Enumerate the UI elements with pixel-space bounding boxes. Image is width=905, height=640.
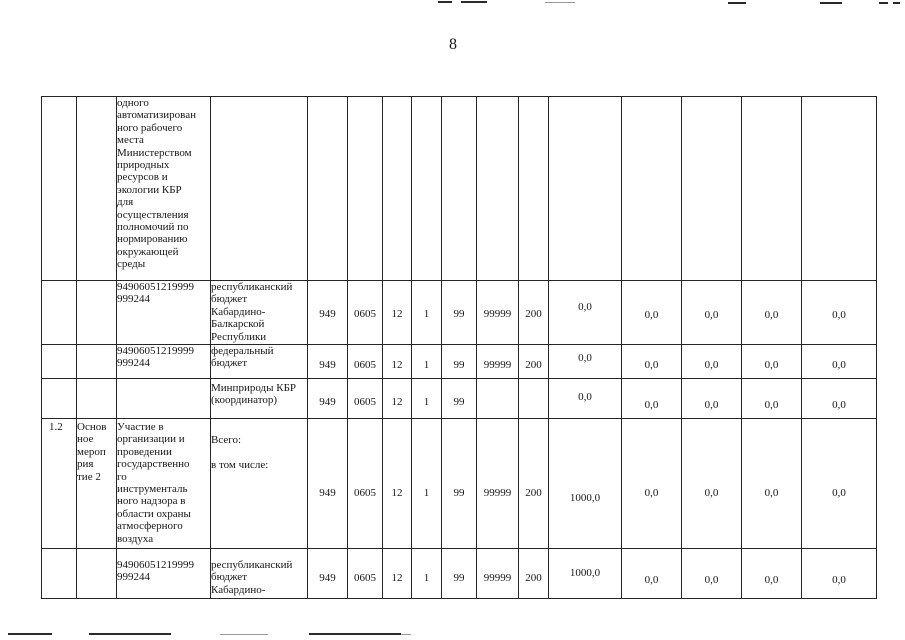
- budget-code-cell: 949: [308, 281, 348, 345]
- amount-cell: 0,0: [742, 281, 802, 345]
- amount-cell: 0,0: [682, 281, 742, 345]
- scan-artifact-line: [438, 1, 452, 3]
- budget-code-cell: 0605: [348, 281, 383, 345]
- budget-code-cell: 0605: [348, 379, 383, 419]
- scan-artifact-line: [728, 2, 746, 4]
- budget-code-cell: 200: [519, 345, 549, 379]
- budget-code-cell: [477, 97, 519, 281]
- page-number: 8: [449, 36, 457, 53]
- amount-cell: 0,0: [622, 345, 682, 379]
- budget-code-cell: 99999: [477, 549, 519, 599]
- scan-artifact-line: [879, 2, 888, 4]
- budget-code-cell: 12: [383, 549, 412, 599]
- budget-code-cell: [348, 97, 383, 281]
- amount-cell: 0,0: [682, 379, 742, 419]
- table-row: [42, 379, 877, 419]
- funding-source-cell: федеральный бюджет: [211, 345, 308, 379]
- budget-table: [41, 96, 877, 599]
- amount-cell: 0,0: [682, 419, 742, 549]
- scan-artifact-line: [545, 2, 575, 3]
- amount-cell: 0,0: [802, 419, 877, 549]
- amount-cell: [549, 97, 622, 281]
- row-number-cell: [42, 97, 77, 281]
- budget-code-cell: 1: [412, 419, 442, 549]
- budget-code-cell: 12: [383, 345, 412, 379]
- activity-status-cell: [77, 345, 117, 379]
- budget-code-cell: 1: [412, 281, 442, 345]
- scan-artifact-line: [89, 633, 171, 635]
- amount-cell: [682, 97, 742, 281]
- scan-artifact-line: [401, 634, 411, 635]
- amount-cell: 0,0: [802, 379, 877, 419]
- budget-code-cell: [519, 97, 549, 281]
- budget-code-cell: 99999: [477, 419, 519, 549]
- description-cell: одного автоматизирован ного рабочего места Министерством природных ресурсов и экологии КБР для осуществления полномочий по нормированию окружающей среды: [117, 97, 211, 281]
- budget-code-cell: [308, 97, 348, 281]
- amount-cell: 0,0: [682, 549, 742, 599]
- activity-status-cell: Основ ное мероп рия тие 2: [77, 419, 117, 549]
- amount-cell: 0,0: [742, 379, 802, 419]
- table-row: [42, 281, 877, 345]
- budget-code-cell: [412, 97, 442, 281]
- row-number-cell: [42, 379, 77, 419]
- row-number-cell: 1.2: [42, 419, 77, 549]
- budget-code-cell: 0605: [348, 549, 383, 599]
- table-row: [42, 97, 877, 281]
- description-cell: Участие в организации и проведении государственно го инструменталь ного надзора в области охраны атмосферного воздуха: [117, 419, 211, 549]
- budget-code-cell: 949: [308, 345, 348, 379]
- table-row: [42, 345, 877, 379]
- budget-code-cell: [519, 379, 549, 419]
- budget-code-cell: 99: [442, 281, 477, 345]
- amount-cell: 0,0: [682, 345, 742, 379]
- amount-cell: 0,0: [549, 281, 622, 345]
- amount-cell: 1000,0: [549, 549, 622, 599]
- row-number-cell: [42, 345, 77, 379]
- budget-code-cell: 1: [412, 549, 442, 599]
- funding-source-cell: республиканский бюджет Кабардино- Балкарской Республики: [211, 281, 308, 345]
- amount-cell: 0,0: [622, 281, 682, 345]
- amount-cell: 0,0: [622, 379, 682, 419]
- budget-code-cell: 99999: [477, 345, 519, 379]
- budget-code-cell: 200: [519, 281, 549, 345]
- budget-code-cell: 99: [442, 345, 477, 379]
- row-number-cell: [42, 281, 77, 345]
- scan-artifact-line: [820, 2, 842, 4]
- amount-cell: [622, 97, 682, 281]
- activity-status-cell: [77, 281, 117, 345]
- budget-code-cell: 12: [383, 419, 412, 549]
- budget-code-cell: 12: [383, 281, 412, 345]
- amount-cell: 0,0: [549, 345, 622, 379]
- scan-artifact-line: [309, 633, 401, 635]
- amount-cell: 0,0: [742, 549, 802, 599]
- amount-cell: 1000,0: [549, 419, 622, 549]
- budget-code-cell: 1: [412, 345, 442, 379]
- table-row: [42, 419, 877, 549]
- budget-code-cell: 949: [308, 419, 348, 549]
- budget-code-cell: [442, 97, 477, 281]
- activity-status-cell: [77, 97, 117, 281]
- budget-code-cell: 0605: [348, 345, 383, 379]
- amount-cell: 0,0: [802, 281, 877, 345]
- amount-cell: 0,0: [549, 379, 622, 419]
- budget-code-cell: 200: [519, 549, 549, 599]
- amount-cell: [802, 97, 877, 281]
- budget-code-cell: 99: [442, 419, 477, 549]
- budget-code-cell: 12: [383, 379, 412, 419]
- row-number-cell: [42, 549, 77, 599]
- description-cell: [117, 379, 211, 419]
- description-cell: 94906051219999 999244: [117, 281, 211, 345]
- amount-cell: 0,0: [802, 549, 877, 599]
- scan-artifact-line: [8, 633, 52, 635]
- budget-code-cell: [383, 97, 412, 281]
- funding-source-cell: Минприроды КБР (координатор): [211, 379, 308, 419]
- scan-artifact-line: [220, 634, 268, 635]
- amount-cell: 0,0: [742, 345, 802, 379]
- amount-cell: 0,0: [742, 419, 802, 549]
- budget-code-cell: 99: [442, 379, 477, 419]
- amount-cell: [742, 97, 802, 281]
- amount-cell: 0,0: [622, 549, 682, 599]
- budget-code-cell: 99999: [477, 281, 519, 345]
- budget-code-cell: 99: [442, 549, 477, 599]
- scan-artifact-line: [461, 1, 487, 3]
- amount-cell: 0,0: [802, 345, 877, 379]
- activity-status-cell: [77, 379, 117, 419]
- budget-code-cell: 1: [412, 379, 442, 419]
- budget-code-cell: 200: [519, 419, 549, 549]
- funding-source-cell: республиканский бюджет Кабардино-: [211, 549, 308, 599]
- budget-code-cell: 0605: [348, 419, 383, 549]
- description-cell: 94906051219999 999244: [117, 549, 211, 599]
- funding-source-cell: Всего: в том числе:: [211, 419, 308, 549]
- amount-cell: 0,0: [622, 419, 682, 549]
- activity-status-cell: [77, 549, 117, 599]
- description-cell: 94906051219999 999244: [117, 345, 211, 379]
- budget-code-cell: [477, 379, 519, 419]
- budget-code-cell: 949: [308, 549, 348, 599]
- funding-source-cell: [211, 97, 308, 281]
- table-row: [42, 549, 877, 599]
- scan-artifact-line: [893, 2, 900, 4]
- budget-code-cell: 949: [308, 379, 348, 419]
